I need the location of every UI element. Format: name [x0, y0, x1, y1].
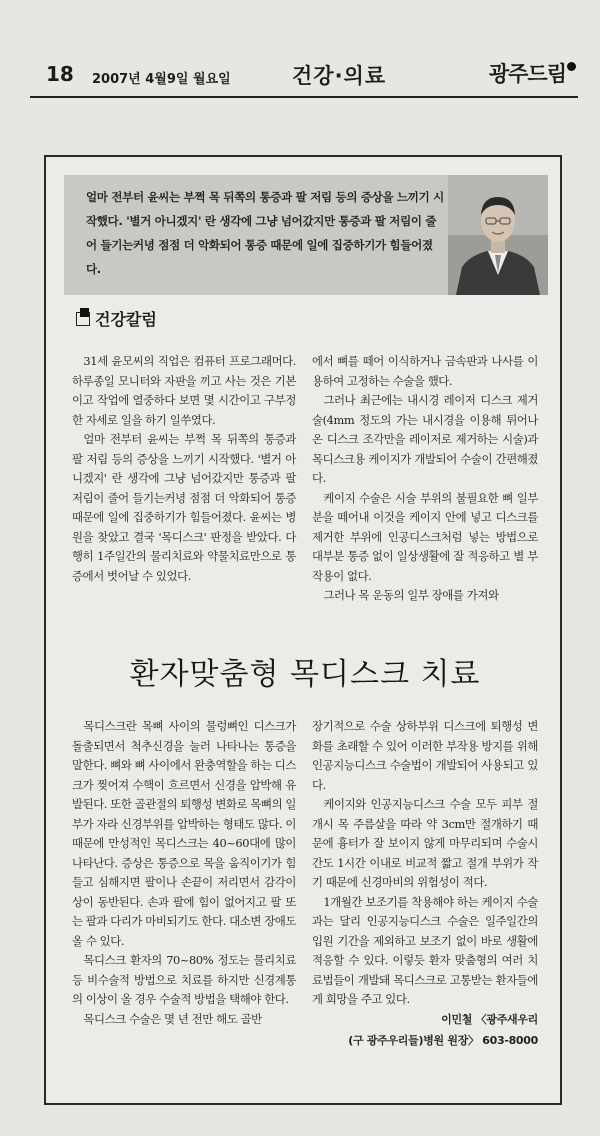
section-title: 건강·의료 — [292, 64, 387, 88]
column-label-icon — [76, 312, 90, 326]
paragraph: 그러나 목 운동의 일부 장애를 가져와 — [323, 588, 499, 602]
text-column-c — [72, 717, 296, 1029]
author-portrait — [448, 175, 548, 295]
paragraph: 장기적으로 수술 상하부위 디스크에 퇴행성 변화를 초래할 수 있어 이러한 부작용 방지를 위해 인공지능디스크 수술법이 개발되어 사용되고 있다. — [312, 719, 538, 792]
paragraph: 에서 뼈를 떼어 이식하거나 금속판과 나사를 이용하여 고정하는 수술을 했다. — [312, 354, 538, 388]
column-label — [76, 307, 157, 330]
author-byline: 이민철 〈광주새우리 — [441, 1012, 538, 1026]
paragraph: 31세 윤모씨의 직업은 컴퓨터 프로그래머다. 하루종일 모니터와 자판을 끼고 사는 것은 기본이고 작업에 열중하다 보면 몇 시간이고 구부정한 자세로 일을 하기 일쑤였다. — [72, 354, 296, 427]
paragraph: 얼마 전부터 윤씨는 부쩍 목 뒤쪽의 통증과 팔 저림 등의 증상을 느끼기 시작했다. '별거 아니겠지' 란 생각에 그냥 넘어갔지만 통증과 팔 저림이 줄어 들기는커녕 점점 더 악화되어 통증 때문에 일에 집중하기가 힘들어졌다. 윤씨는 병원을 찾았고 결국 '목디스크' 판정을 받았다. 다행히 1주일간의 물리치료와 약물치료만으로 통증에서 벗어날 수 있었다. — [72, 432, 296, 583]
paper-logo — [489, 58, 576, 88]
intro-box — [64, 175, 548, 295]
headline: 환자맞춤형 목디스크 치료 — [129, 657, 481, 692]
paragraph: 1개월간 보조기를 착용해야 하는 케이지 수술과는 달리 인공지능디스크 수술은 일주일간의 입원 기간을 제외하고 보조기 없이 바로 생활에 적응할 수 있다. 이렇듯 환자 맞춤형의 여러 치료법들이 개발돼 목디스크로 고통받는 환자들에게 희망을 주고 있다. — [312, 894, 538, 1006]
article-frame — [44, 155, 562, 1105]
author-contact: (구 광주우리들)병원 원장〉 603-8000 — [348, 1034, 538, 1047]
text-column-b — [312, 352, 538, 606]
logo-dot-icon — [567, 62, 576, 71]
paragraph: 목디스크 환자의 70~80% 정도는 물리치료 등 비수술적 방법으로 치료를 하지만 신경계통의 이상이 올 경우 수술적 방법을 택해야 한다. — [72, 953, 296, 1006]
intro-text: 얼마 전부터 윤씨는 부쩍 목 뒤쪽의 통증과 팔 저림 등의 증상을 느끼기 시작했다. '별거 아니겠지' 란 생각에 그냥 넘어갔지만 통증과 팔 저림이 줄어 들기는커녕 점점 더 악화되어 통증 때문에 일에 집중하기가 힘들어졌다. — [86, 190, 444, 276]
paper-name: 광주드림 — [488, 62, 566, 86]
text-column-a — [72, 352, 296, 586]
paragraph: 목디스크란 목뼈 사이의 물렁뼈인 디스크가 돌출되면서 척추신경을 눌러 나타나는 통증을 말한다. 뼈와 뼈 사이에서 완충역할을 하는 디스크가 찢어져 수핵이 흐르면서 신경을 압박해 유발된다. 또한 골관절의 퇴행성 변화로 목뼈의 일부가 자라 신경부위를 압박하는 형태도 많다. 이 때문에 만성적인 목디스크는 40~60대에 많이 나타난다. 증상은 통증으로 목을 움직이기가 힘들고 심해지면 팔이나 손끝이 저리면서 감각이상이 동반된다. 손과 팔에 힘이 없어지고 팔 또는 팔과 다리가 마비되기도 한다. 대소변 장애도 올 수 있다. — [72, 719, 297, 948]
text-column-d — [312, 717, 538, 1051]
page-number: 18 — [46, 62, 74, 86]
portrait-photo-icon — [448, 175, 548, 295]
paragraph: 케이지와 인공지능디스크 수술 모두 피부 절개시 목 주름살을 따라 약 3cm만 절개하기 때문에 흉터가 잘 보이지 않게 마무리되며 수술시간도 1시간 이내로 비교적 짧고 절개 부위가 작기 때문에 신경마비의 위험성이 적다. — [312, 797, 538, 889]
paragraph: 케이지 수술은 시술 부위의 불필요한 뼈 일부분을 떼어내 이것을 케이지 안에 넣고 디스크를 제거한 부위에 인공디스크처럼 넣는 방법으로 대부분 통증 없이 일상생활에 잘 적응하고 별 부작용이 없다. — [312, 490, 538, 583]
issue-date: 2007년 4월9일 월요일 — [92, 72, 231, 87]
column-label-text: 건강칼럼 — [95, 310, 157, 329]
paragraph: 그러나 최근에는 내시경 레이저 디스크 제거술(4mm 정도의 가는 내시경을 이용해 튀어나온 디스크 조각만을 레이저로 제거하는 시술)과 목디스크용 케이지가 개발되어 수술이 간편해졌다. — [312, 393, 538, 485]
paragraph: 목디스크 수술은 몇 년 전만 해도 골반 — [83, 1011, 262, 1026]
masthead — [30, 58, 578, 98]
